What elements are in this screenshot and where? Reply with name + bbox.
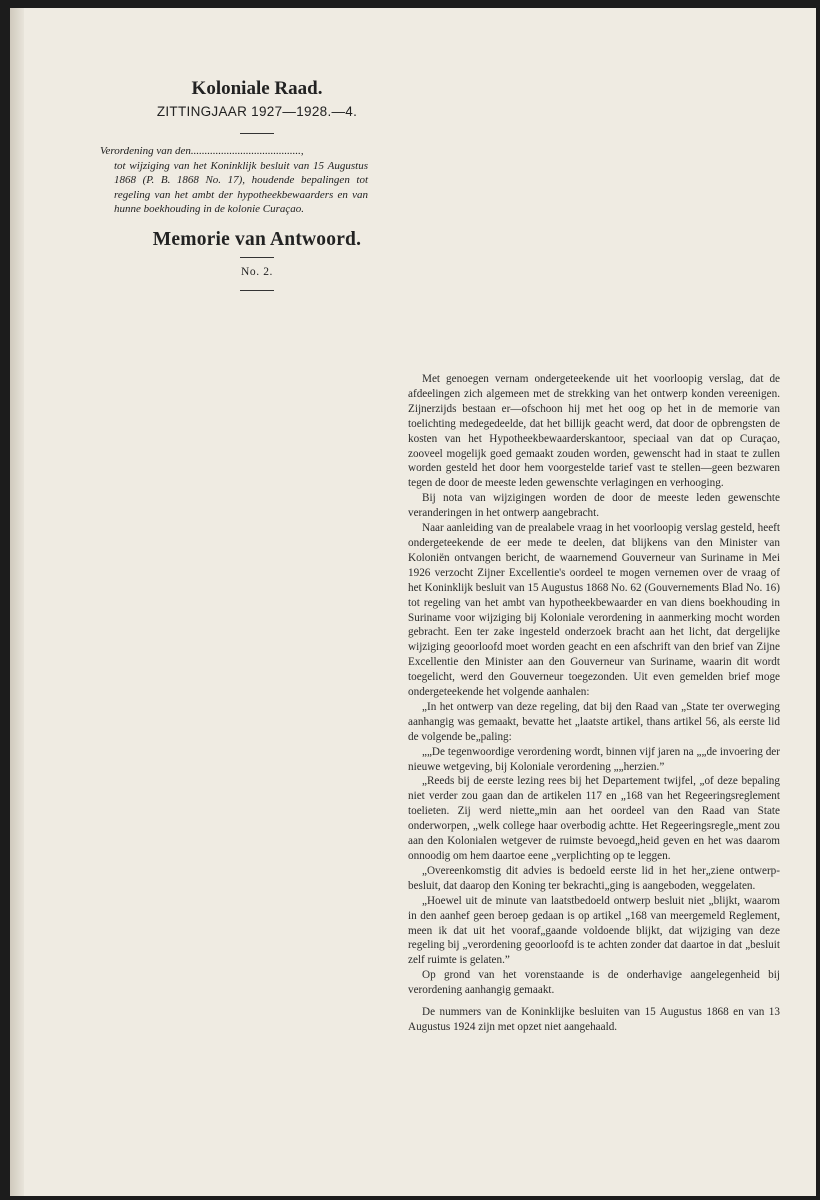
divider: [240, 290, 274, 291]
paragraph: Met genoegen vernam ondergeteekende uit het voorloopig verslag, dat de afdeelingen zich algemeen met de strekking van het ontwerp konden vereenigen. Zijnerzijds bestaan er—ofschoon hij met het oog op het in de memorie van toelichting medegedeelde, dat het billijk geacht werd, dat door de opbrengsten de kosten van het Hypotheekbewaarderskantoor, speciaal van dat op Curaçao, zooveel mogelijk goed gemaakt zouden worden, gewenscht had in staat te zullen worden gesteld het door hem voorgestelde tarief vast te stellen—geen bezwaren tegen de door de meeste leden gewenschte verlagingen en verhooging.: [408, 373, 780, 490]
quote-paragraph: „In het ontwerp van deze regeling, dat bij den Raad van „State ter overweging aanhangig was gemaakt, bevatte het „laatste artikel, thans artikel 56, als eerste lid de volgende be„paling:: [408, 700, 780, 743]
page-binding-edge: [10, 8, 24, 1196]
paragraph: Op grond van het vorenstaande is de onderhavige aangelegenheid bij verordening aanhangig gemaakt.: [408, 969, 780, 997]
quote-paragraph: „Overeenkomstig dit advies is bedoeld eerste lid in het her„ziene ontwerp-besluit, dat daarop den Koning ter bekrachti„ging is aangeboden, weggelaten.: [408, 864, 780, 892]
paragraph: Naar aanleiding van de prealabele vraag in het voorloopig verslag gesteld, heeft ondergeteekende de eer mede te deelen, dat blijkens van den Minister van Koloniën ontvangen bericht, de waarnemend Gouverneur van Suriname in Mei 1926 verzocht Zijner Excellentie's oordeel te mogen vernemen over de vraag of het Koninklijk besluit van 15 Augustus 1868 No. 62 (Gouvernements Blad No. 16) tot regeling van het ambt van hypotheekbewaarder en van diens boekhouding in Suriname voor wijziging bij Koloniale verordening in aanmerking mocht worden gebracht. Een ter zake ingesteld onderzoek bracht aan het licht, dat dergelijke wijziging geoorloofd moet worden geacht en een afschrift van den brief van Zijne Excellentie den Minister aan den Gouverneur van Suriname, waarin dit wordt toegelicht, werd den Gouverneur toegezonden. Uit even gemelden brief moge ondergeteekende het volgende aanhalen:: [408, 522, 780, 699]
document-page: [10, 8, 816, 1196]
quote-paragraph: „Hoewel uit de minute van laatstbedoeld ontwerp besluit niet „blijkt, waarom in den aanhef geen beroep gedaan is op artikel „168 van meergemeld Reglement, meen ik dat uit het vooraf„gaande voldoende blijkt, dat wijziging van deze regeling bij „verordening geoorloofd is te achten zonder dat daartoe in dat „besluit zelf ruimte is gelaten.”: [408, 894, 780, 967]
divider: [240, 133, 274, 134]
council-title: Koloniale Raad.: [191, 78, 323, 99]
ordinance-rest: tot wijziging van het Koninklijk besluit van 15 Augustus 1868 (P. B. 1868 No. 17), houdende bepalingen tot regeling van het ambt der hypotheekbewaarders en van hunne boekhouding in de kolonie Curaçao.: [114, 159, 368, 215]
header-block: [92, 78, 422, 291]
quote-paragraph: „Reeds bij de eerste lezing rees bij het Departement twijfel, „of deze bepaling niet verder zou gaan dan de artikelen 117 en „168 van het Regeeringsreglement toelieten. Zij werd niette„min aan het oordeel van den Raad van State onderworpen, „welk college haar overbodig achtte. Het Regeeringsregle„ment zou aan den Kolonialen wetgever de ruimste bevoegd„heid geven en het was daarom onnoodig om hem daartoe eene „verplichting op te leggen.: [408, 775, 780, 862]
session-year: ZITTINGJAAR 1927—1928.—4.: [156, 104, 358, 119]
paragraph: Bij nota van wijzigingen worden de door de meeste leden gewenschte veranderingen in het ontwerp aangebracht.: [408, 492, 780, 520]
document-number: No. 2.: [240, 265, 274, 278]
paragraph: De nummers van de Koninklijke besluiten van 15 Augustus 1868 en van 13 Augustus 1924 zijn met opzet niet aangehaald.: [408, 1006, 780, 1033]
ordinance-first-line: Verordening van den........................................,: [100, 145, 304, 157]
body-text: [408, 372, 780, 1035]
quote-paragraph: „„De tegenwoordige verordening wordt, binnen vijf jaren na „„de invoering der nieuwe wetgeving, bij Koloniale verordening „„herzien.”: [408, 745, 780, 773]
ordinance-description: [100, 144, 368, 217]
divider: [240, 257, 274, 258]
memorie-title: Memorie van Antwoord.: [152, 228, 362, 250]
